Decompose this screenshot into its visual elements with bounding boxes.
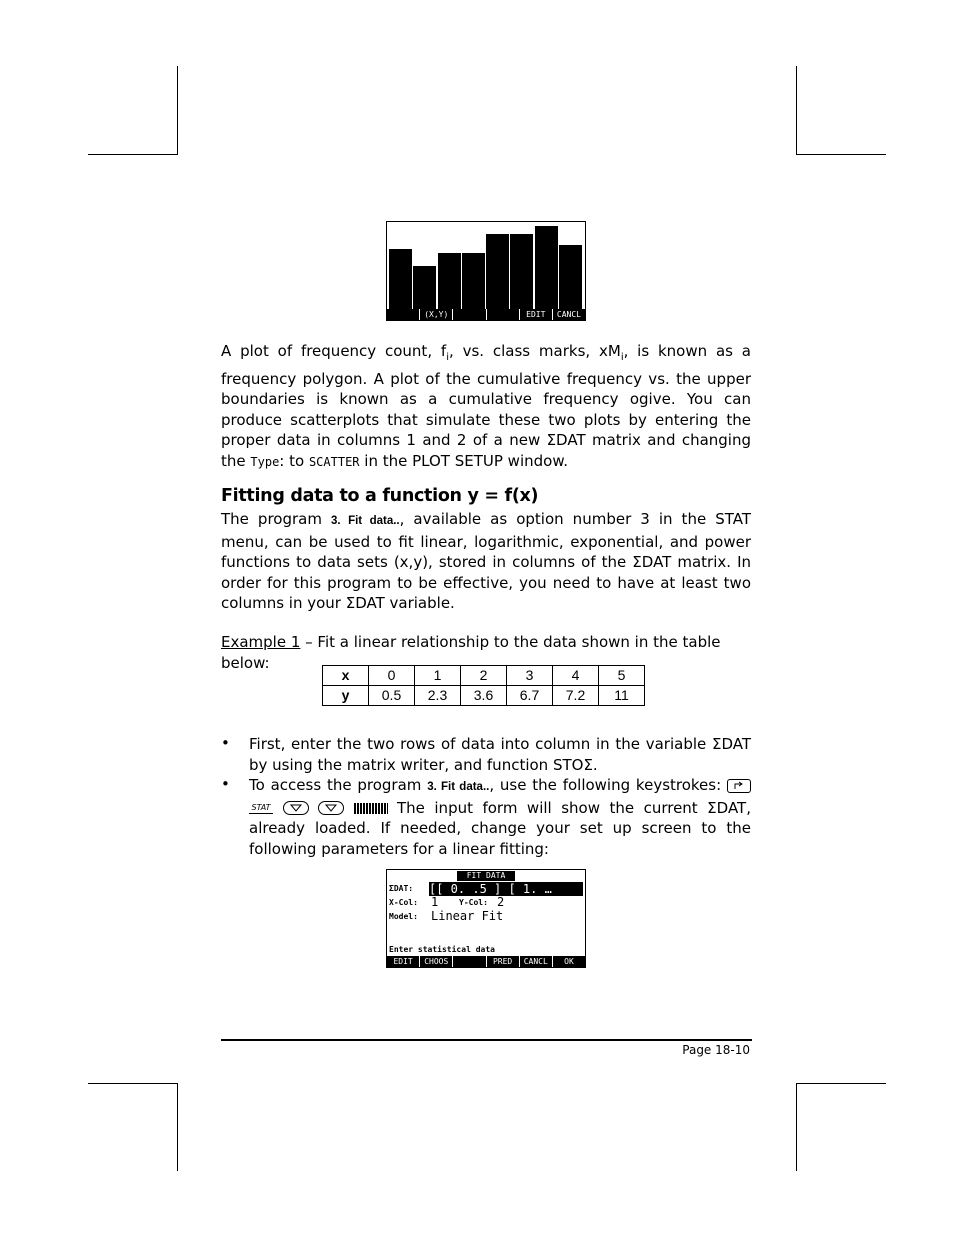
text: : to bbox=[279, 451, 309, 470]
crop-mark bbox=[177, 66, 178, 154]
histogram-bar bbox=[559, 245, 582, 309]
text: in the PLOT SETUP window. bbox=[359, 451, 568, 470]
table-cell: 6.7 bbox=[507, 686, 553, 706]
softkey[interactable] bbox=[453, 309, 486, 320]
row-header: y bbox=[323, 686, 369, 706]
ok-softkey-icon bbox=[354, 803, 388, 814]
xcol-label: X-Col: bbox=[389, 898, 418, 907]
example-label: Example 1 bbox=[221, 633, 301, 651]
softkey[interactable] bbox=[453, 956, 486, 967]
crop-mark bbox=[88, 1083, 178, 1084]
screen-title-bar: FIT DATA bbox=[457, 871, 515, 881]
code-type: Type bbox=[250, 454, 280, 469]
row-header: x bbox=[323, 666, 369, 686]
subscript: i bbox=[620, 352, 624, 363]
histogram-bar bbox=[535, 226, 558, 309]
ycol-field[interactable]: 2 bbox=[497, 895, 505, 909]
sdat-label: ΣDAT: bbox=[389, 884, 414, 893]
section-heading: Fitting data to a function y = f(x) bbox=[221, 486, 539, 506]
table-cell: 0.5 bbox=[369, 686, 415, 706]
data-table bbox=[322, 665, 645, 706]
footer-rule bbox=[221, 1039, 752, 1041]
bullet-1 bbox=[249, 734, 751, 775]
softkey-bar bbox=[387, 956, 585, 967]
program-name: 3. Fit data.. bbox=[331, 515, 400, 527]
softkey-cancel[interactable]: CANCL bbox=[556, 310, 581, 319]
crop-mark bbox=[796, 154, 886, 155]
text: First, enter the two rows of data into column in the variable ΣDAT by using the matrix writer, and function STOΣ. bbox=[249, 735, 751, 774]
table-cell: 0 bbox=[369, 666, 415, 686]
softkey-ok[interactable]: OK bbox=[564, 957, 574, 966]
histogram-bar bbox=[462, 253, 485, 309]
crop-mark bbox=[796, 1083, 797, 1171]
table-cell: 2 bbox=[461, 666, 507, 686]
bullet-marker: • bbox=[221, 734, 230, 752]
table-cell: 11 bbox=[599, 686, 645, 706]
softkey-choose[interactable]: CHOOS bbox=[420, 956, 453, 967]
histogram-bar bbox=[438, 253, 461, 309]
ycol-label: Y-Col: bbox=[459, 898, 488, 907]
softkey-edit[interactable]: EDIT bbox=[520, 309, 553, 320]
histogram-bar bbox=[510, 234, 533, 309]
softkey-bar bbox=[387, 309, 585, 320]
sdat-field[interactable]: [[ 0. .5 ] [ 1. … bbox=[429, 882, 583, 896]
code-scatter: SCATTER bbox=[308, 454, 360, 469]
crop-mark bbox=[796, 66, 797, 154]
right-shift-key-icon bbox=[727, 779, 751, 793]
softkey-pred[interactable]: PRED bbox=[487, 956, 520, 967]
table-cell: 5 bbox=[599, 666, 645, 686]
table-cell: 1 bbox=[415, 666, 461, 686]
down-arrow-key-icon bbox=[283, 801, 309, 815]
histogram-bar bbox=[389, 249, 412, 309]
histogram-bars bbox=[389, 224, 583, 309]
bullet-2 bbox=[249, 775, 751, 859]
crop-mark bbox=[177, 1083, 178, 1171]
page-number: Page 18-10 bbox=[682, 1043, 750, 1057]
table-row bbox=[323, 686, 645, 706]
table-cell: 7.2 bbox=[553, 686, 599, 706]
model-label: Model: bbox=[389, 912, 418, 921]
table-cell: 3.6 bbox=[461, 686, 507, 706]
table-row bbox=[323, 666, 645, 686]
example-text: – Fit a linear relationship to the data shown in the table below: bbox=[221, 633, 721, 672]
histogram-screen bbox=[386, 221, 586, 321]
paragraph-fit-data bbox=[221, 509, 751, 614]
text: To access the program bbox=[249, 776, 428, 794]
bullet-marker: • bbox=[221, 775, 230, 793]
softkey-xy[interactable]: (X,Y) bbox=[420, 309, 453, 320]
softkey-edit[interactable]: EDIT bbox=[387, 956, 420, 967]
table-cell: 3 bbox=[507, 666, 553, 686]
text: A plot of frequency count, f bbox=[221, 342, 447, 360]
softkey-cancel[interactable]: CANCL bbox=[520, 956, 553, 967]
subscript: i bbox=[446, 352, 449, 363]
fit-data-screen bbox=[386, 869, 586, 968]
paragraph-frequency-polygon bbox=[221, 341, 751, 473]
stat-key-icon: STAT bbox=[249, 803, 273, 814]
text: The program bbox=[221, 510, 332, 528]
table-cell: 4 bbox=[553, 666, 599, 686]
text: , vs. class marks, xM bbox=[448, 342, 621, 360]
text: , available as option number 3 in the STAT menu, can be used to fit linear, logarithmic, exponential, and power functions to data sets (x,y), stored in columns of the ΣDAT matrix. In order for this program to be effective, you need to have at least two columns in your ΣDAT variable. bbox=[221, 510, 751, 613]
model-field[interactable]: Linear Fit bbox=[431, 909, 504, 923]
histogram-bar bbox=[486, 234, 509, 309]
softkey[interactable] bbox=[487, 309, 520, 320]
histogram-bar bbox=[413, 266, 436, 309]
prompt-text: Enter statistical data bbox=[389, 945, 495, 954]
text: , is known as a frequency polygon. A plot of the cumulative frequency vs. the upper boundaries is known as a cumulative frequency ogive. You can produce scatterplots that simulate these two plots by entering the proper data in columns 1 and 2 of a new ΣDAT matrix and changing the bbox=[221, 342, 751, 470]
xcol-field[interactable]: 1 bbox=[431, 895, 439, 909]
crop-mark bbox=[796, 1083, 886, 1084]
crop-mark bbox=[88, 154, 178, 155]
softkey[interactable] bbox=[387, 309, 420, 320]
program-name: 3. Fit data.. bbox=[427, 781, 490, 793]
text: The input form will show the current ΣDAT, already loaded. If needed, change your set up screen to the following parameters for a linear fitting: bbox=[249, 798, 751, 858]
text: , use the following keystrokes: bbox=[489, 776, 722, 794]
table-cell: 2.3 bbox=[415, 686, 461, 706]
down-arrow-key-icon bbox=[318, 801, 344, 815]
